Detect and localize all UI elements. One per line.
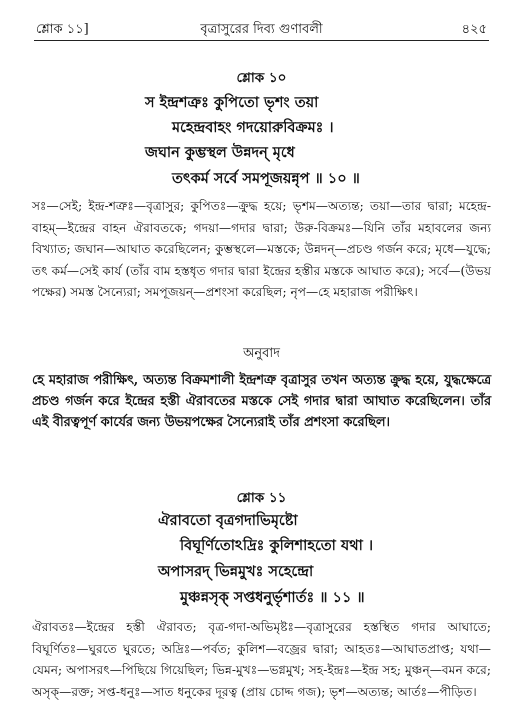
running-header-title: বৃত্রাসুরের দিব্য গুণাবলী xyxy=(200,22,323,37)
verse-10-line-4: তৎকর্ম সর্বে সমপূজয়ন্নৃপ ॥ ১০ ॥ xyxy=(172,170,360,187)
running-header-verse: শ্লোক ১১] xyxy=(36,22,89,37)
verse-11-heading: শ্লোক ১১ xyxy=(236,490,287,506)
verse-11-line-3: অপাসরদ্ ভিন্নমুখঃ সহেন্দ্রো xyxy=(158,563,314,580)
synonyms-10-text: সঃ—সেই; ইন্দ্র-শত্রুঃ—বৃত্রাসুর; কুপিতঃ—ক্রুদ্ধ হয়ে; ভৃশম—অত্যন্ত; তয়া—তার দ্বারা; মহেন্দ্র-বাহম্—ইন্দ্রের বাহন ঐরাবতকে; গদয়া—গদার দ্বারা; উরু-বিক্রমঃ—যিনি তাঁর মহাবলের জন্য বিখ্যাত; জঘান—আঘাত করেছিলেন; কুম্ভস্থলে—মস্তকে; উন্নদন্—প্রচণ্ড গর্জন করে; মৃধে—যুদ্ধে; তৎ কর্ম—সেই কার্য (তাঁর বাম হস্তধৃত গদার দ্বারা ইন্দ্রের হস্তীর মস্তকে আঘাত করে); সর্বে—(উভয় পক্ষের) সমস্ত সৈন্যেরা; সমপূজয়ন্—প্রশংসা করেছিল; নৃপ—হে মহারাজ পরীক্ষিৎ। xyxy=(32,199,491,299)
verse-10-line-1: স ইন্দ্রশত্রুঃ কুপিতো ভৃশং তয়া xyxy=(145,94,319,111)
synonyms-verse-10 xyxy=(32,196,491,304)
verse-10-line-2: মহেন্দ্রবাহং গদয়োরুবিক্রমঃ । xyxy=(172,119,334,136)
synonyms-verse-11 xyxy=(32,617,491,703)
synonyms-11-text: ঐরাবতঃ—ইন্দ্রের হস্তী ঐরাবত; বৃত্র-গদা-অভিমৃষ্টঃ—বৃত্রাসুরের হস্তস্থিত গদার আঘাতে; বিঘূর্ণিতঃ—ঘুরতে ঘুরতে; অদ্রিঃ—পর্বত; কুলিশ—বজ্রের দ্বারা; আহতঃ—আঘাতপ্রাপ্ত; যথা—যেমন; অপাসরৎ—পিছিয়ে গিয়েছিল; ভিন্ন-মুখঃ—ভগ্নমুখ; সহ-ইন্দ্রঃ—ইন্দ্র সহ; মুঞ্চন্—বমন করে; অসৃক্—রক্ত; সপ্ত-ধনুঃ—সাত ধনুকের দূরত্ব (প্রায় চোদ্দ গজ); ভৃশ—অত্যন্ত; আর্তঃ—পীড়িত। xyxy=(32,620,491,699)
header-rule xyxy=(34,40,489,41)
translation-heading: অনুবাদ xyxy=(243,346,280,361)
verse-11-line-2: বিঘূর্ণিতোঽদ্রিঃ কুলিশাহতো যথা । xyxy=(180,537,374,554)
translation-verse-10 xyxy=(32,370,491,433)
verse-11-line-4: মুঞ্চন্নসৃক্ সপ্তধনুর্ভৃশার্তঃ ॥ ১১ ॥ xyxy=(180,589,365,606)
verse-10-heading: শ্লোক ১০ xyxy=(236,70,287,86)
translation-10-text: হে মহারাজ পরীক্ষিৎ, অত্যন্ত বিক্রমশালী ইন্দ্রশত্রু বৃত্রাসুর তখন অত্যন্ত ক্রুদ্ধ হয়ে, যুদ্ধক্ষেত্রে প্রচণ্ড গর্জন করে ইন্দ্রের হস্তী ঐরাবতের মস্তকে সেই গদার দ্বারা আঘাত করেছিলেন। তাঁর এই বীরত্বপূর্ণ কার্যের জন্য উভয়পক্ষের সৈন্যেরাই তাঁর প্রশংসা করেছিল। xyxy=(32,373,491,430)
verse-11-line-1: ঐরাবতো বৃত্রগদাভিমৃষ্টো xyxy=(158,512,298,529)
verse-10-line-3: জঘান কুম্ভস্থল উন্নদন্ মৃধে xyxy=(145,144,295,161)
page-number: ৪২৫ xyxy=(461,22,487,37)
